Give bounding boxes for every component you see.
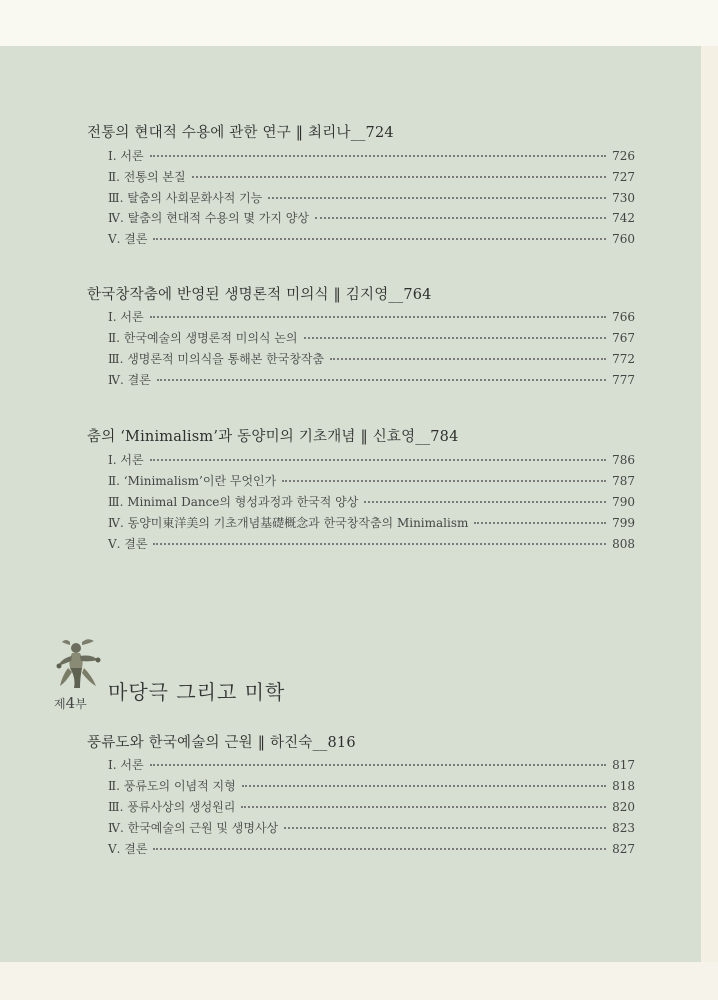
toc-entry-label: Ⅰ. 서론 (108, 310, 144, 324)
toc-entry-page: 827 (612, 842, 635, 856)
toc-entry-page: 772 (612, 352, 635, 366)
page-top-margin (0, 0, 718, 46)
toc-entry[interactable] (108, 147, 635, 167)
toc-entry[interactable] (108, 209, 635, 229)
leader-dots (474, 521, 606, 524)
toc-entry-page: 817 (612, 758, 635, 772)
leader-dots (192, 175, 607, 178)
toc-entry[interactable] (108, 230, 635, 250)
dancer-figure-icon (56, 636, 104, 694)
toc-entry[interactable] (108, 493, 635, 513)
toc-entry[interactable] (108, 371, 635, 391)
toc-entry-label: Ⅲ. Minimal Dance의 형성과정과 한국적 양상 (108, 495, 359, 509)
toc-entry-label: Ⅰ. 서론 (108, 149, 144, 163)
toc-entry-page: 818 (612, 779, 635, 793)
toc-entry-page: 823 (612, 821, 635, 835)
toc-entry[interactable] (108, 329, 635, 349)
toc-entry-page: 777 (612, 373, 635, 387)
part-title: 마당극 그리고 미학 (108, 680, 286, 704)
toc-entry-label: Ⅰ. 서론 (108, 758, 144, 772)
toc-entry[interactable] (108, 535, 635, 555)
part-number (54, 694, 87, 712)
toc-entry-page: 787 (612, 474, 635, 488)
leader-dots (153, 847, 606, 850)
toc-entry[interactable] (108, 777, 635, 797)
toc-entry-label: Ⅳ. 한국예술의 근원 및 생명사상 (108, 821, 279, 835)
toc-entry-label: Ⅰ. 서론 (108, 453, 144, 467)
part-label-prefix: 제 (54, 697, 66, 711)
leader-dots (241, 805, 606, 808)
section-title: 춤의 ‘Minimalism’과 동양미의 기초개념 ‖ 신효영__784 (87, 429, 459, 445)
toc-entry-page: 820 (612, 800, 635, 814)
toc-entry-page: 760 (612, 232, 635, 246)
part-header (54, 636, 454, 716)
toc-entry-label: Ⅳ. 동양미東洋美의 기초개념基礎概念과 한국창작춤의 Minimalism (108, 516, 469, 530)
toc-entry[interactable] (108, 451, 635, 471)
toc-entry[interactable] (108, 819, 635, 839)
leader-dots (284, 826, 606, 829)
leader-dots (282, 479, 606, 482)
toc-entry-label: Ⅲ. 탈춤의 사회문화사적 기능 (108, 191, 263, 205)
toc-entry[interactable] (108, 308, 635, 328)
leader-dots (150, 315, 607, 318)
toc-entry-page: 808 (612, 537, 635, 551)
leader-dots (242, 784, 606, 787)
section-title: 풍류도와 한국예술의 근원 ‖ 하진숙__816 (87, 735, 356, 751)
leader-dots (315, 216, 606, 219)
toc-entry[interactable] (108, 350, 635, 370)
toc-entry[interactable] (108, 514, 635, 534)
leader-dots (304, 336, 607, 339)
leader-dots (268, 196, 606, 199)
toc-entry[interactable] (108, 189, 635, 209)
toc-entry-page: 730 (612, 191, 635, 205)
toc-entry-label: Ⅴ. 결론 (108, 232, 148, 246)
toc-entry-label: Ⅱ. 전통의 본질 (108, 170, 186, 184)
section-title: 한국창작춤에 반영된 생명론적 미의식 ‖ 김지영__764 (87, 287, 432, 303)
page-edge (701, 46, 718, 962)
toc-entry[interactable] (108, 168, 635, 188)
toc-entry-label: Ⅴ. 결론 (108, 537, 148, 551)
leader-dots (364, 500, 606, 503)
toc-entry-page: 742 (612, 211, 635, 225)
toc-entry[interactable] (108, 472, 635, 492)
leader-dots (150, 458, 607, 461)
toc-entry-label: Ⅲ. 생명론적 미의식을 통해본 한국창작춤 (108, 352, 325, 366)
leader-dots (153, 237, 606, 240)
toc-entry-label: Ⅱ. 풍류도의 이념적 지형 (108, 779, 236, 793)
toc-entry-label: Ⅳ. 탈춤의 현대적 수용의 몇 가지 양상 (108, 211, 309, 225)
toc-entry-label: Ⅳ. 결론 (108, 373, 151, 387)
leader-dots (157, 378, 606, 381)
part-label-number: 4 (65, 694, 76, 712)
section-title: 전통의 현대적 수용에 관한 연구 ‖ 최리나__724 (87, 125, 394, 141)
page-bottom-margin (0, 962, 718, 1000)
toc-entry-page: 767 (612, 331, 635, 345)
toc-entry-page: 727 (612, 170, 635, 184)
toc-entry-page: 726 (612, 149, 635, 163)
leader-dots (150, 763, 607, 766)
leader-dots (150, 154, 607, 157)
toc-entry-label: Ⅲ. 풍류사상의 생성원리 (108, 800, 236, 814)
toc-entry-label: Ⅴ. 결론 (108, 842, 148, 856)
toc-entry-page: 790 (612, 495, 635, 509)
toc-entry-label: Ⅱ. ‘Minimalism’이란 무엇인가 (108, 474, 277, 488)
toc-entry-label: Ⅱ. 한국예술의 생명론적 미의식 논의 (108, 331, 298, 345)
toc-entry[interactable] (108, 798, 635, 818)
toc-entry[interactable] (108, 756, 635, 776)
part-label-suffix: 부 (75, 697, 87, 711)
toc-entry[interactable] (108, 840, 635, 860)
toc-entry-page: 766 (612, 310, 635, 324)
leader-dots (330, 357, 606, 360)
toc-entry-page: 799 (612, 516, 635, 530)
leader-dots (153, 542, 606, 545)
toc-entry-page: 786 (612, 453, 635, 467)
